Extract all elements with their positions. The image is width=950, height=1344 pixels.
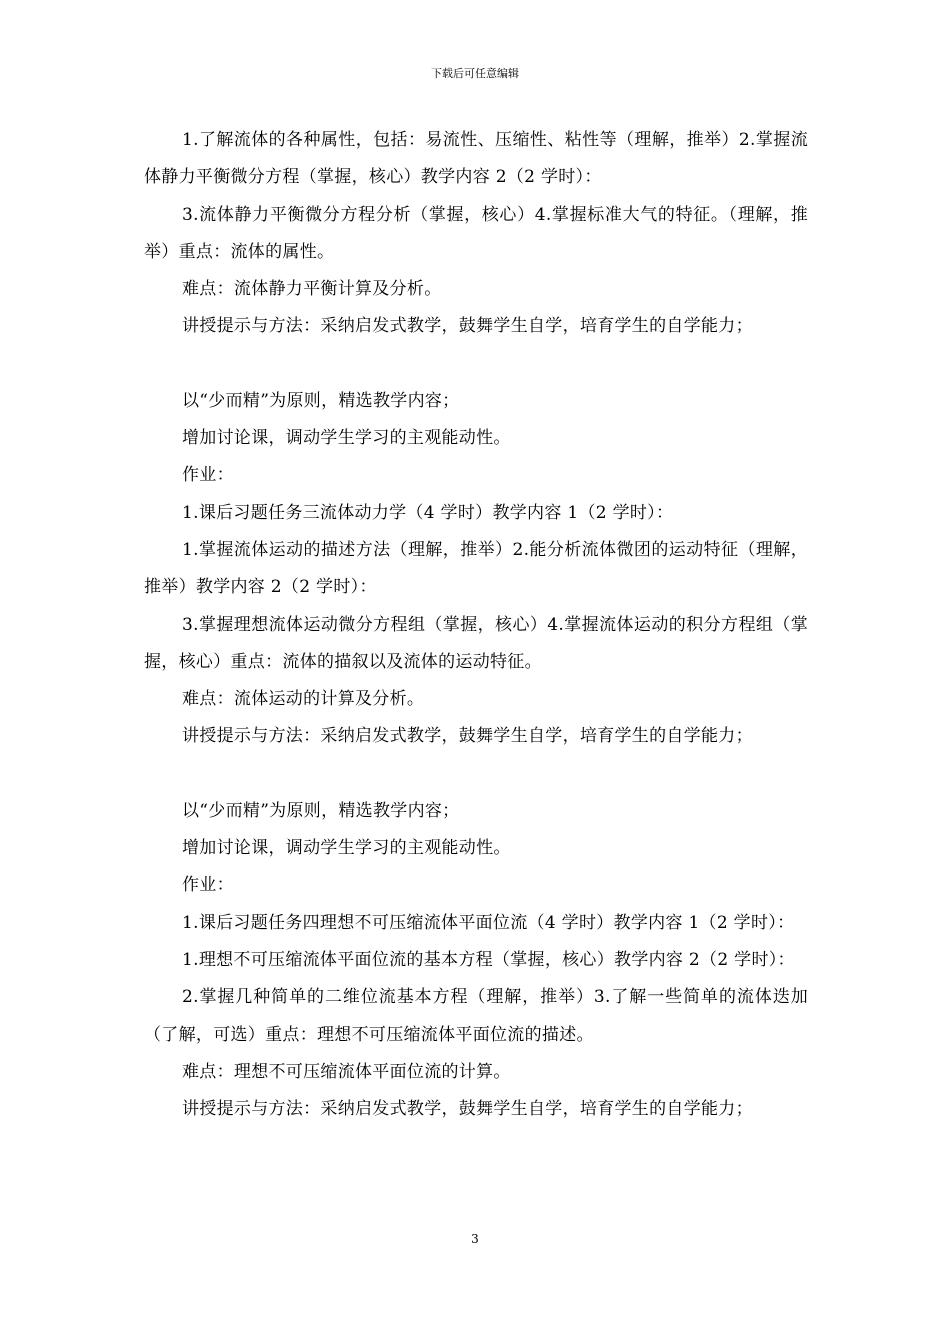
paragraph: 以“少而精”为原则，精选教学内容； [182, 800, 460, 821]
paragraph: 2.掌握几种简单的二维位流基本方程（理解，推举）3.了解一些简单的流体迭加（了解，可选）重点：理想不可压缩流体平面位流的描述。 [144, 987, 808, 1045]
page-header: 下载后可任意编辑 [431, 67, 519, 80]
paragraph: 讲授提示与方法：采纳启发式教学，鼓舞学生自学，培育学生的自学能力； [182, 1099, 753, 1120]
paragraph: 3.流体静力平衡微分方程分析（掌握，核心）4.掌握标准大气的特征。（理解，推举）重点：流体的属性。 [144, 204, 808, 262]
blank-line [144, 346, 808, 383]
blank-line [144, 756, 808, 793]
page-number: 3 [471, 1232, 479, 1246]
paragraph: 1.理想不可压缩流体平面位流的基本方程（掌握，核心）教学内容 2（2 学时）： [182, 949, 795, 970]
paragraph: 1.掌握流体运动的描述方法（理解，推举）2.能分析流体微团的运动特征（理解，推举）教学内容 2（2 学时）： [144, 539, 808, 598]
paragraph: 作业： [182, 465, 234, 486]
paragraph: 难点：流体运动的计算及分析。 [182, 689, 425, 710]
paragraph: 讲授提示与方法：采纳启发式教学，鼓舞学生自学，培育学生的自学能力； [182, 316, 753, 337]
paragraph: 作业： [182, 875, 234, 896]
paragraph: 难点：理想不可压缩流体平面位流的计算。 [182, 1061, 511, 1082]
paragraph: 1.课后习题任务三流体动力学（4 学时）教学内容 1（2 学时）： [182, 502, 674, 523]
paragraph: 讲授提示与方法：采纳启发式教学，鼓舞学生自学，培育学生的自学能力； [182, 726, 753, 747]
document-body [144, 122, 808, 1128]
paragraph: 1.课后习题任务四理想不可压缩流体平面位流（4 学时）教学内容 1（2 学时）： [182, 912, 795, 933]
paragraph: 1.了解流体的各种属性，包括：易流性、压缩性、粘性等（理解，推举）2.掌握流体静力平衡微分方程（掌握，核心）教学内容 2（2 学时）： [144, 130, 808, 188]
paragraph: 增加讨论课，调动学生学习的主观能动性。 [182, 428, 511, 449]
paragraph: 以“少而精”为原则，精选教学内容； [182, 390, 460, 411]
paragraph: 难点：流体静力平衡计算及分析。 [182, 279, 442, 300]
paragraph: 增加讨论课，调动学生学习的主观能动性。 [182, 838, 511, 859]
paragraph: 3.掌握理想流体运动微分方程组（掌握，核心）4.掌握流体运动的积分方程组（掌握，核心）重点：流体的描叙以及流体的运动特征。 [144, 614, 808, 672]
